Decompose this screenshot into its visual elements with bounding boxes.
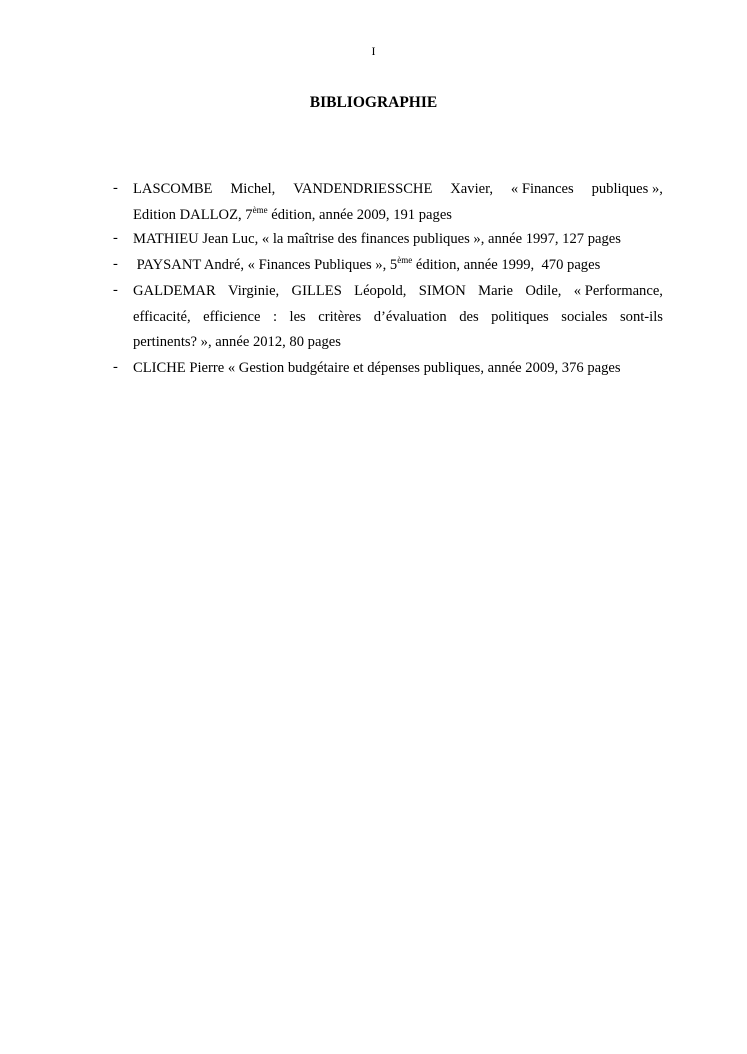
text-segment: PAYSANT André, « Finances Publiques », 5 [133, 257, 398, 273]
text-segment: édition, année 1999, 470 pages [412, 257, 601, 273]
page-number: I [371, 44, 376, 58]
entry-4-line-3: pertinents? », année 2012, 80 pages [133, 334, 341, 350]
word: Marie [478, 283, 514, 299]
entry-4-line-2 [133, 308, 663, 326]
word: SIMON [418, 283, 466, 299]
word: sociales [561, 309, 608, 325]
superscript: ème [252, 205, 268, 215]
entry-1-line-1 [133, 180, 663, 198]
entry-3-line-1 [133, 256, 663, 275]
word: publiques », [591, 181, 663, 197]
entry-1-dash: - [113, 180, 118, 196]
entry-2-line-1: MATHIEU Jean Luc, « la maîtrise des finances publiques », année 1997, 127 pages [133, 231, 621, 247]
text-segment: Edition DALLOZ, 7 [133, 207, 253, 223]
word: Odile, [525, 283, 562, 299]
word: Léopold, [354, 283, 407, 299]
word: Xavier, [450, 181, 494, 197]
word: politiques [491, 309, 549, 325]
entry-2-dash: - [113, 230, 118, 246]
word: critères [318, 309, 362, 325]
word: GALDEMAR [133, 283, 216, 299]
text-segment: édition, année 2009, 191 pages [267, 207, 452, 223]
word: efficience [203, 309, 261, 325]
word: « Finances [510, 181, 574, 197]
entry-5-dash: - [113, 359, 118, 375]
entry-4-dash: - [113, 282, 118, 298]
word: LASCOMBE [133, 181, 213, 197]
entry-3-dash: - [113, 256, 118, 272]
word: efficacité, [133, 309, 191, 325]
word: Michel, [230, 181, 276, 197]
word: GILLES [291, 283, 342, 299]
page-title: BIBLIOGRAPHIE [309, 94, 438, 111]
entry-5-line-1: CLICHE Pierre « Gestion budgétaire et dépenses publiques, année 2009, 376 pages [133, 360, 621, 376]
superscript: ème [397, 255, 413, 265]
word: sont-ils [619, 309, 663, 325]
word: des [459, 309, 479, 325]
entry-4-line-1 [133, 282, 663, 300]
word: Virginie, [228, 283, 280, 299]
word: les [289, 309, 306, 325]
word: : [272, 309, 277, 325]
entry-1-line-2 [133, 206, 663, 225]
word: d’évaluation [373, 309, 447, 325]
word: VANDENDRIESSCHE [293, 181, 433, 197]
word: « Performance, [573, 283, 663, 299]
